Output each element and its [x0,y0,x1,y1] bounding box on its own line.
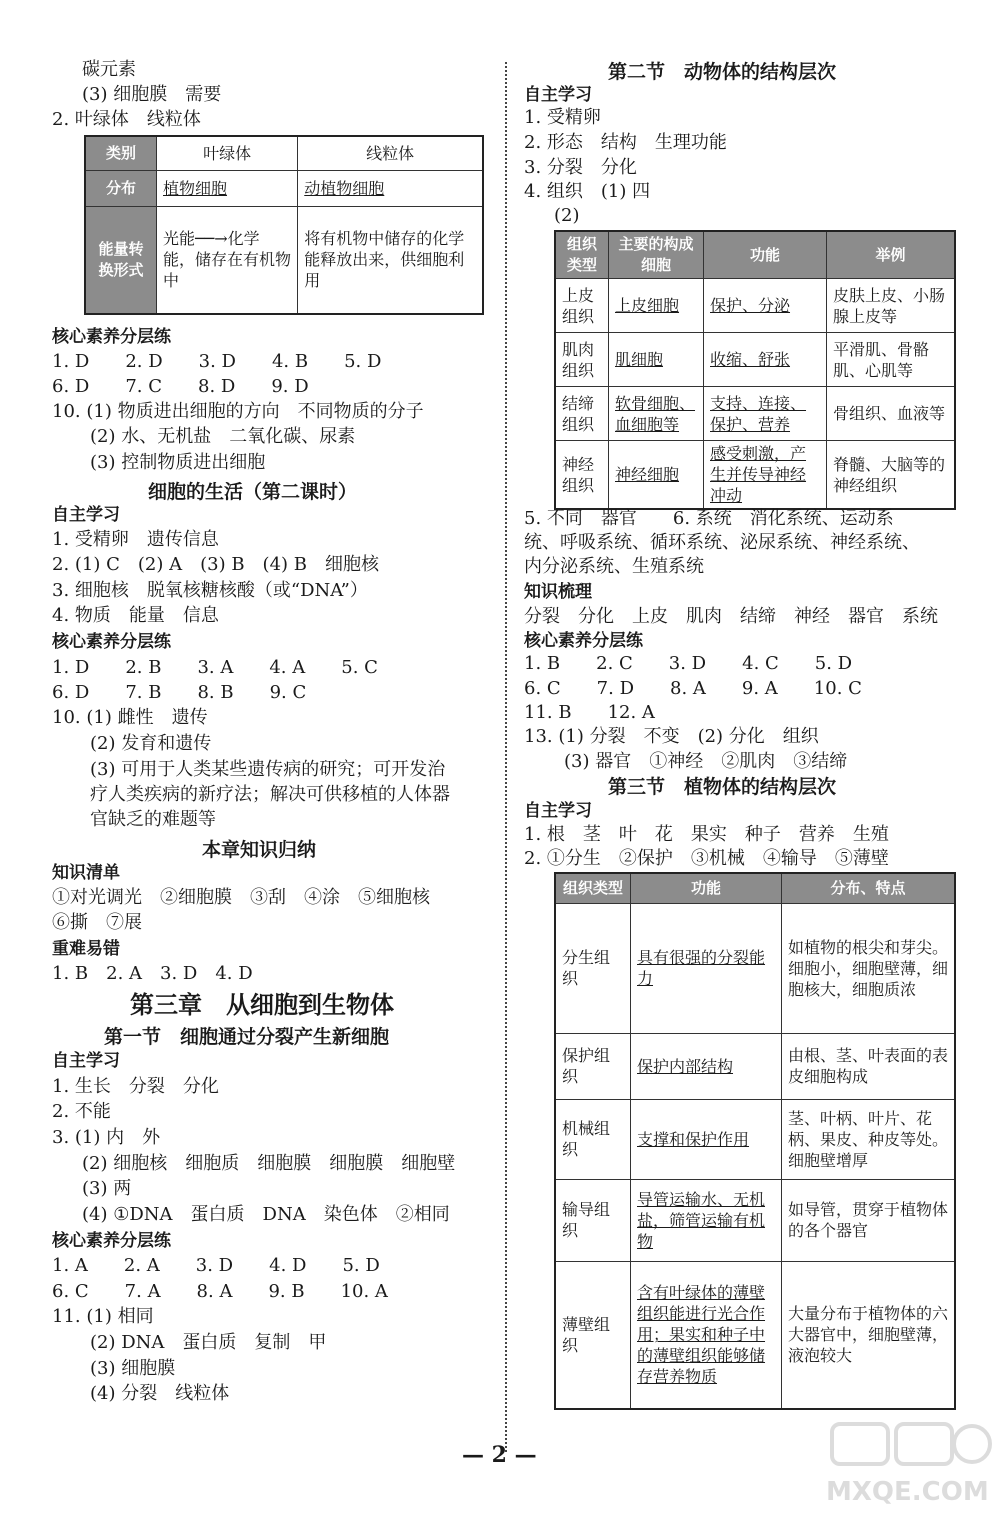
answer-line: (3) 可用于人类某些遗传病的研究；可开发治 [90,759,446,780]
table-cell: 支持、连接、保护、营养 [704,387,827,441]
answer-line: 内分泌系统、生殖系统 [524,556,704,577]
table-cell: 由根、茎、叶表面的表皮细胞构成 [782,1033,956,1099]
section-label: 自主学习 [524,85,592,105]
lesson-title: 第三节 植物体的结构层次 [608,776,837,798]
section-label: 自主学习 [52,1051,120,1071]
answer-line: 1. 受精卵 遗传信息 [52,529,219,550]
table-header: 组织类型 [555,873,631,903]
answer-line: 3. (1) 内 外 [52,1127,161,1148]
table-row-label: 能量转换形式 [85,206,157,314]
table-row-label: 分布 [85,170,157,206]
table-header: 功能 [631,873,782,903]
table-cell: 结缔组织 [555,387,609,441]
answer-line: 分裂 分化 上皮 肌肉 结缔 神经 器官 系统 [524,606,938,627]
answer-line: 4. 物质 能量 信息 [52,605,219,626]
answer-line: 2. (1) C (2) A (3) B (4) B 细胞核 [52,554,379,575]
table-cell: 动植物细胞 [298,170,483,206]
section-label: 核心素养分层练 [52,327,171,347]
answer-line: 统、呼吸系统、循环系统、泌尿系统、神经系统、 [524,532,920,553]
watermark-text: MXQE.COM [826,1477,989,1507]
plant-tissue-table [554,872,956,1410]
table-cell: 分生组织 [555,903,631,1033]
answer-line: (4) 分裂 线粒体 [90,1383,230,1404]
answer-line: 11. (1) 相同 [52,1306,154,1327]
answer-line: 4. 组织 (1) 四 [524,181,651,202]
answer-line: 10. (1) 物质进出细胞的方向 不同物质的分子 [52,401,424,422]
answer-line: (2) 发育和遗传 [90,733,212,754]
table-cell: 保护组织 [555,1033,631,1099]
table-cell: 含有叶绿体的薄壁组织能进行光合作用；果实和种子中的薄壁组织能够储存营养物质 [631,1261,782,1409]
lesson-title: 第二节 动物体的结构层次 [608,61,837,83]
answer-line: 3. 细胞核 脱氧核糖核酸（或“DNA”） [52,580,368,601]
table-cell: 如导管，贯穿于植物体的各个器官 [782,1179,956,1261]
text-line: 碳元素 [82,59,136,80]
answer-line: 6. D 7. B 8. B 9. C [52,682,307,703]
table-cell: 输导组织 [555,1179,631,1261]
table-row [555,333,955,387]
table-cell: 收缩、舒张 [704,333,827,387]
section-label: 核心素养分层练 [52,632,171,652]
answer-line: (2) 细胞核 细胞质 细胞膜 细胞膜 细胞壁 [82,1153,456,1174]
answer-line: 1. 生长 分裂 分化 [52,1076,219,1097]
table-cell: 如植物的根尖和芽尖。细胞小，细胞壁薄，细胞核大，细胞质浓 [782,903,956,1033]
section-label: 核心素养分层练 [52,1231,171,1251]
table-cell: 保护内部结构 [631,1033,782,1099]
chapter-title: 第三章 从细胞到生物体 [130,990,394,1019]
answer-line: 1. B 2. A 3. D 4. D [52,963,253,984]
answer-line: 1. 根 茎 叶 花 果实 种子 营养 生殖 [524,824,889,845]
table-cell: 保护、分泌 [704,279,827,333]
answer-line: (2) 水、无机盐 二氧化碳、尿素 [90,426,356,447]
table-header: 类别 [85,136,157,170]
table-cell: 光能──→化学能，储存在有机物中 [157,206,298,314]
table-cell: 薄壁组织 [555,1261,631,1409]
lesson-title: 本章知识归纳 [202,839,317,861]
table-cell: 导管运输水、无机盐，筛管运输有机物 [631,1179,782,1261]
answer-line: 官缺乏的难题等 [90,809,216,830]
table-cell: 大量分布于植物体的六大器官中，细胞壁薄，液泡较大 [782,1261,956,1409]
answer-line: (3) 细胞膜 [90,1358,176,1379]
answer-line: 2. 形态 结构 生理功能 [524,132,727,153]
table-cell: 支撑和保护作用 [631,1099,782,1179]
table-cell: 将有机物中储存的化学能释放出来，供细胞利用 [298,206,483,314]
table-cell: 神经细胞 [609,441,704,510]
answer-line: 10. (1) 雌性 遗传 [52,707,208,728]
column-divider [505,62,507,1452]
organelle-table [84,135,484,315]
section-label: 知识梳理 [524,582,592,602]
answer-line: (3) 控制物质进出细胞 [90,452,266,473]
answer-line: (4) ①DNA 蛋白质 DNA 染色体 ②相同 [82,1204,450,1225]
table-row [555,279,955,333]
table-cell: 植物细胞 [157,170,298,206]
table-row [555,1099,955,1179]
table-cell: 感受刺激，产生并传导神经冲动 [704,441,827,510]
table-row [555,387,955,441]
answer-line: 1. A 2. A 3. D 4. D 5. D [52,1255,380,1276]
lesson-title: 第一节 细胞通过分裂产生新细胞 [104,1026,390,1048]
answer-line: ⑥撕 ⑦展 [52,912,142,933]
answer-line: (2) DNA 蛋白质 复制 甲 [90,1332,327,1353]
table-header: 功能 [704,231,827,279]
table-cell: 茎、叶柄、叶片、花柄、果皮、种皮等处。细胞壁增厚 [782,1099,956,1179]
answer-line: (2) [554,205,580,226]
table-row [555,1261,955,1409]
answer-line: ①对光调光 ②细胞膜 ③刮 ④涂 ⑤细胞核 [52,887,430,908]
table-header: 举例 [827,231,956,279]
answer-line: 11. B 12. A [524,702,655,723]
page-number: — 2 — [462,1442,537,1468]
lesson-title: 细胞的生活（第二课时） [148,481,358,503]
animal-tissue-table [554,230,956,510]
table-header: 叶绿体 [157,136,298,170]
table-header: 组织类型 [555,231,609,279]
table-cell: 机械组织 [555,1099,631,1179]
answer-line: (3) 器官 ①神经 ②肌肉 ③结缔 [564,751,848,772]
table-cell: 皮肤上皮、小肠腺上皮等 [827,279,956,333]
answer-line: 1. B 2. C 3. D 4. C 5. D [524,653,853,674]
table-cell: 肌肉组织 [555,333,609,387]
table-row [555,903,955,1033]
table-cell: 平滑肌、骨骼肌、心肌等 [827,333,956,387]
table-header: 分布、特点 [782,873,956,903]
table-cell: 肌细胞 [609,333,704,387]
table-header: 主要的构成细胞 [609,231,704,279]
table-header: 线粒体 [298,136,483,170]
table-cell: 脊髓、大脑等的神经组织 [827,441,956,510]
answer-line: 疗人类疾病的新疗法；解决可供移植的人体器 [90,784,450,805]
answer-line: 2. 不能 [52,1101,111,1122]
answer-line: 13. (1) 分裂 不变 (2) 分化 组织 [524,726,819,747]
answer-line: 3. 分裂 分化 [524,157,637,178]
answer-line: 2. ①分生 ②保护 ③机械 ④输导 ⑤薄壁 [524,848,889,869]
table-cell: 上皮组织 [555,279,609,333]
section-label: 自主学习 [524,801,592,821]
answer-line: 1. 受精卵 [524,107,601,128]
section-label: 重难易错 [52,939,120,959]
text-line: 2. 叶绿体 线粒体 [52,109,201,130]
table-row [555,1179,955,1261]
watermark-logo [822,1418,992,1508]
answer-line: 6. C 7. A 8. A 9. B 10. A [52,1281,388,1302]
table-cell: 上皮细胞 [609,279,704,333]
answer-line: 6. C 7. D 8. A 9. A 10. C [524,678,862,699]
table-cell: 具有很强的分裂能力 [631,903,782,1033]
table-cell: 骨组织、血液等 [827,387,956,441]
answer-line: 5. 不同 器官 6. 系统 消化系统、运动系 [524,508,894,529]
answer-line: (3) 两 [82,1178,132,1199]
table-row [555,1033,955,1099]
table-cell: 软骨细胞、血细胞等 [609,387,704,441]
section-label: 自主学习 [52,505,120,525]
answer-line: 1. D 2. D 3. D 4. B 5. D [52,351,382,372]
answer-line: 1. D 2. B 3. A 4. A 5. C [52,657,378,678]
answer-line: 6. D 7. C 8. D 9. D [52,376,309,397]
table-row [555,441,955,510]
section-label: 知识清单 [52,863,120,883]
table-cell: 神经组织 [555,441,609,510]
text-line: (3) 细胞膜 需要 [82,84,222,105]
section-label: 核心素养分层练 [524,631,643,651]
